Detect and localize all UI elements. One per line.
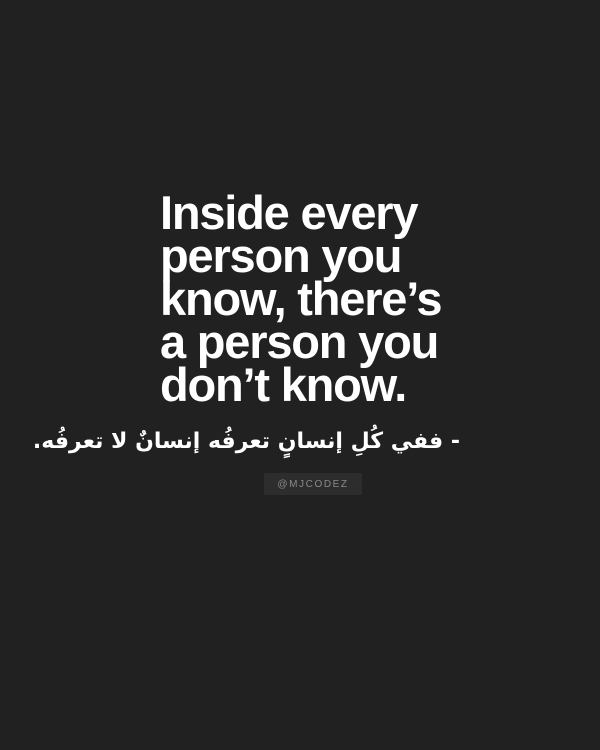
arabic-translation: - ففي كُلِ إنسانٍ تعرفُه إنسانٌ لا تعرفُه. <box>32 429 460 454</box>
author-handle: @MJCODEZ <box>277 478 349 490</box>
quote-text <box>160 186 490 411</box>
quote-line: know, there’s <box>160 272 442 325</box>
quote-line: person you <box>160 229 402 282</box>
quote-line: don’t know. <box>160 358 407 411</box>
author-handle-badge <box>264 473 362 495</box>
quote-line: Inside every <box>160 186 418 239</box>
quote-line: a person you <box>160 315 439 368</box>
